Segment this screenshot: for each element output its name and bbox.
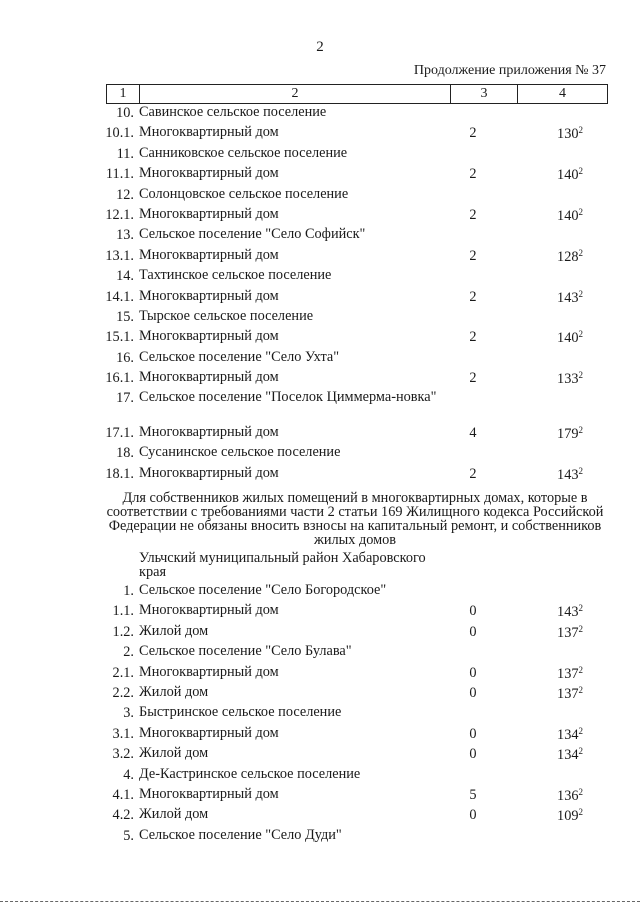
table-row bbox=[0, 664, 640, 684]
row-number: 5. bbox=[123, 827, 134, 844]
row-number: 1. bbox=[123, 583, 134, 599]
column-header-4: 4 bbox=[559, 86, 566, 101]
row-name: Жилой дом bbox=[139, 683, 209, 700]
row-number: 1.1. bbox=[112, 603, 134, 620]
bottom-divider bbox=[0, 901, 640, 902]
table-row bbox=[0, 725, 640, 745]
row-name: Многоквартирный дом bbox=[139, 464, 279, 481]
table-row bbox=[0, 226, 640, 246]
row-number: 18. bbox=[116, 445, 134, 462]
row-value-col4: $134^2$ bbox=[557, 725, 583, 743]
row-value-col4: $137^2$ bbox=[557, 684, 583, 702]
row-name: Многоквартирный дом bbox=[139, 602, 279, 619]
table-row bbox=[0, 369, 640, 389]
table-row bbox=[0, 389, 640, 424]
table-row bbox=[0, 247, 640, 267]
footnote-marker: 2 bbox=[578, 746, 583, 757]
row-name: Многоквартирный дом bbox=[139, 246, 279, 263]
row-value-col4: $109^2$ bbox=[557, 807, 583, 825]
row-number: 4. bbox=[123, 766, 134, 783]
table-row bbox=[0, 684, 640, 704]
district-rows bbox=[0, 582, 640, 847]
row-name: Савинское сельское поселение bbox=[139, 104, 327, 120]
row-name: Многоквартирный дом bbox=[139, 663, 279, 680]
table-row bbox=[0, 704, 640, 724]
footnote-marker: 2 bbox=[578, 329, 583, 340]
table-row bbox=[0, 745, 640, 765]
row-number: 3.2. bbox=[112, 746, 134, 763]
table-row bbox=[0, 424, 640, 444]
column-header-1: 1 bbox=[107, 85, 140, 103]
row-value-col3: 5 bbox=[469, 786, 477, 803]
row-value-col3: 0 bbox=[469, 684, 477, 701]
row-value-col3: 0 bbox=[469, 603, 477, 620]
table-row bbox=[0, 288, 640, 308]
row-number: 14. bbox=[116, 268, 134, 285]
row-number: 17.1. bbox=[105, 424, 134, 441]
row-value-col4: $128^2$ bbox=[557, 247, 583, 265]
row-name: Тахтинское сельское поселение bbox=[139, 267, 332, 284]
footnote-marker: 2 bbox=[578, 424, 583, 435]
footnote-marker: 2 bbox=[578, 725, 583, 736]
table-row bbox=[0, 328, 640, 348]
row-name: Многоквартирный дом bbox=[139, 328, 279, 345]
table-row bbox=[0, 766, 640, 786]
row-name: Многоквартирный дом bbox=[139, 124, 279, 141]
table-row bbox=[0, 104, 640, 124]
row-value-col4: $136^2$ bbox=[557, 786, 583, 804]
footnote-marker: 2 bbox=[578, 206, 583, 217]
row-number: 10. bbox=[116, 105, 134, 121]
table-row bbox=[0, 308, 640, 328]
row-value-col3: 2 bbox=[469, 247, 477, 264]
row-number: 2.2. bbox=[112, 684, 134, 701]
row-value-col4: $140^2$ bbox=[557, 166, 583, 184]
row-value-col4: $130^2$ bbox=[557, 125, 583, 143]
row-name: Сельское поселение "Село Ухта" bbox=[139, 348, 340, 365]
row-value-col4: $140^2$ bbox=[557, 329, 583, 347]
footnote-marker: 2 bbox=[578, 807, 583, 818]
row-number: 10.1. bbox=[105, 125, 134, 142]
row-number: 18.1. bbox=[105, 465, 134, 482]
table-part-1 bbox=[0, 104, 640, 485]
row-value-col4: $133^2$ bbox=[557, 370, 583, 388]
footnote-marker: 2 bbox=[578, 603, 583, 614]
row-value-col3: 0 bbox=[469, 725, 477, 742]
table-row bbox=[0, 827, 640, 847]
table-row bbox=[0, 786, 640, 806]
row-value-col4: $137^2$ bbox=[557, 623, 583, 641]
column-header-2: 2 bbox=[140, 85, 451, 103]
row-value-col4: $140^2$ bbox=[557, 206, 583, 224]
row-value-col3: 2 bbox=[469, 166, 477, 183]
row-number: 3.1. bbox=[112, 725, 134, 742]
footnote-marker: 2 bbox=[578, 288, 583, 299]
table-row bbox=[0, 349, 640, 369]
table-row bbox=[0, 806, 640, 826]
row-number: 13. bbox=[116, 227, 134, 244]
row-name: Многоквартирный дом bbox=[139, 423, 279, 440]
footnote-marker: 2 bbox=[578, 684, 583, 695]
row-value-col3: 2 bbox=[469, 206, 477, 223]
row-name: Сусанинское сельское поселение bbox=[139, 444, 341, 461]
row-value-col4: $143^2$ bbox=[557, 465, 583, 483]
table-row bbox=[0, 186, 640, 206]
table-row bbox=[0, 602, 640, 622]
table-row bbox=[0, 165, 640, 185]
footnote-marker: 2 bbox=[578, 166, 583, 177]
table-row bbox=[0, 206, 640, 226]
row-name: Солонцовское сельское поселение bbox=[139, 185, 349, 202]
table-row bbox=[0, 267, 640, 287]
row-number: 16. bbox=[116, 349, 134, 366]
row-name: Многоквартирный дом bbox=[139, 369, 279, 386]
row-number: 15. bbox=[116, 308, 134, 325]
table-row bbox=[0, 124, 640, 144]
row-value-col3: 2 bbox=[469, 370, 477, 387]
row-name: Сельское поселение "Поселок Циммерма-новка" bbox=[139, 389, 437, 406]
row-number: 12.1. bbox=[105, 206, 134, 223]
row-value-col4: $143^2$ bbox=[557, 603, 583, 621]
row-number: 17. bbox=[116, 390, 134, 407]
district-title: Ульчский муниципальный район Хабаровского края bbox=[139, 550, 426, 580]
row-number: 1.2. bbox=[112, 623, 134, 640]
row-name: Многоквартирный дом bbox=[139, 724, 279, 741]
row-name: Жилой дом bbox=[139, 745, 209, 762]
row-name: Многоквартирный дом bbox=[139, 785, 279, 802]
row-value-col3: 2 bbox=[469, 329, 477, 346]
row-name: Жилой дом bbox=[139, 806, 209, 823]
footnote-marker: 2 bbox=[578, 623, 583, 634]
row-name: Многоквартирный дом bbox=[139, 287, 279, 304]
row-number: 14.1. bbox=[105, 288, 134, 305]
row-name: Сельское поселение "Село Софийск" bbox=[139, 226, 366, 243]
table-row bbox=[0, 145, 640, 165]
row-value-col3: 2 bbox=[469, 465, 477, 482]
row-value-col3: 0 bbox=[469, 746, 477, 763]
row-name: Жилой дом bbox=[139, 622, 209, 639]
row-number: 15.1. bbox=[105, 329, 134, 346]
row-number: 11.1. bbox=[105, 166, 134, 183]
table-row bbox=[0, 465, 640, 485]
row-number: 2. bbox=[123, 644, 134, 661]
table-row bbox=[0, 643, 640, 663]
row-name: Многоквартирный дом bbox=[139, 205, 279, 222]
row-name: Сельское поселение "Село Богородское" bbox=[139, 582, 387, 598]
footnote-marker: 2 bbox=[578, 465, 583, 476]
continuation-title: Продолжение приложения № 37 bbox=[413, 63, 606, 78]
row-name: Де-Кастринское сельское поселение bbox=[139, 765, 361, 782]
row-value-col3: 0 bbox=[469, 623, 477, 640]
row-value-col4: $137^2$ bbox=[557, 664, 583, 682]
row-value-col4: $179^2$ bbox=[557, 424, 583, 442]
table-row bbox=[0, 582, 640, 602]
row-value-col3: 0 bbox=[469, 664, 477, 681]
footnote-marker: 2 bbox=[578, 247, 583, 258]
row-number: 4.1. bbox=[112, 786, 134, 803]
column-header-row bbox=[106, 84, 608, 104]
row-number: 16.1. bbox=[105, 370, 134, 387]
row-name: Сельское поселение "Село Дуди" bbox=[139, 826, 342, 843]
section-note: Для собственников жилых помещений в многоквартирных домах, которые в соответствии с требованиями части 2 статьи 169 Жилищного кодекса Российской Федерации не обязаны вносить взносы на капитальный ремонт, и собственников жилых домов bbox=[106, 490, 604, 548]
row-name: Сельское поселение "Село Булава" bbox=[139, 643, 352, 660]
footnote-marker: 2 bbox=[578, 125, 583, 136]
row-name: Санниковское сельское поселение bbox=[139, 144, 348, 161]
table-part-2 bbox=[0, 551, 640, 847]
row-number: 12. bbox=[116, 186, 134, 203]
row-number: 2.1. bbox=[112, 664, 134, 681]
footnote-marker: 2 bbox=[578, 370, 583, 381]
table-row bbox=[0, 623, 640, 643]
row-value-col3: 0 bbox=[469, 807, 477, 824]
row-name: Тырское сельское поселение bbox=[139, 307, 314, 324]
row-value-col3: 4 bbox=[469, 424, 477, 441]
row-number: 4.2. bbox=[112, 807, 134, 824]
row-name: Многоквартирный дом bbox=[139, 165, 279, 182]
table-row bbox=[0, 444, 640, 464]
row-value-col3: 2 bbox=[469, 288, 477, 305]
row-number: 13.1. bbox=[105, 247, 134, 264]
footnote-marker: 2 bbox=[578, 664, 583, 675]
row-name: Быстринское сельское поселение bbox=[139, 704, 342, 721]
page-number: 2 bbox=[316, 39, 324, 55]
column-header-3: 3 bbox=[451, 85, 518, 103]
district-heading bbox=[0, 551, 640, 582]
row-number: 3. bbox=[123, 705, 134, 722]
row-value-col4: $134^2$ bbox=[557, 746, 583, 764]
row-value-col3: 2 bbox=[469, 125, 477, 142]
row-number: 11. bbox=[116, 145, 134, 162]
row-value-col4: $143^2$ bbox=[557, 288, 583, 306]
footnote-marker: 2 bbox=[578, 786, 583, 797]
